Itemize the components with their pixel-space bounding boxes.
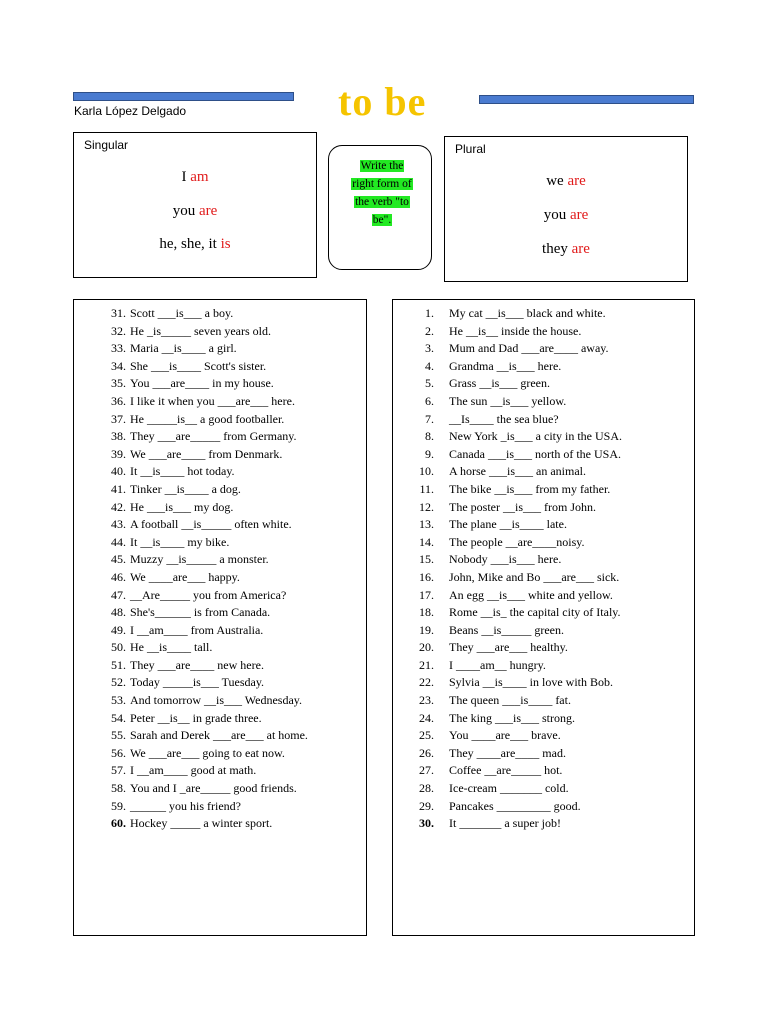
exercise-sentence: My cat __is___ black and white.: [449, 306, 606, 320]
verb-form: are: [567, 173, 586, 189]
exercise-item: [393, 358, 694, 376]
exercise-number: 15.: [419, 552, 434, 567]
exercise-item: [74, 710, 366, 728]
exercise-number: 33.: [111, 341, 126, 356]
exercise-sentence: And tomorrow __is___ Wednesday.: [130, 693, 303, 708]
verb-form: are: [198, 203, 218, 219]
pronoun: I: [181, 169, 187, 185]
exercise-number: 25.: [419, 728, 434, 743]
exercise-sentence: We ___are____ from Denmark.: [130, 446, 283, 461]
instruction-line: be".: [372, 214, 392, 226]
exercise-sentence: The bike __is___ from my father.: [449, 481, 611, 496]
pronoun: you: [172, 203, 196, 219]
exercise-item: [74, 499, 366, 517]
exercise-sentence: Rome __is_ the capital city of Italy.: [449, 605, 621, 620]
exercise-item: [393, 305, 694, 323]
exercise-item: [74, 815, 366, 833]
exercise-sentence: Nobody ___is___ here.: [449, 552, 562, 567]
exercise-sentence: Grass __is___ green.: [449, 376, 550, 391]
exercise-sentence: Scott ___is___ a boy.: [130, 306, 234, 320]
exercise-number: 35.: [111, 376, 126, 391]
exercise-item: [74, 428, 366, 446]
exercise-item: [74, 305, 366, 323]
exercise-item: [393, 674, 694, 692]
exercise-item: [74, 745, 366, 763]
exercise-number: 38.: [111, 429, 126, 444]
exercise-item: [393, 604, 694, 622]
exercise-sentence: We ____are___ happy.: [130, 569, 240, 584]
exercise-number: 58.: [111, 781, 126, 796]
exercise-item: [74, 762, 366, 780]
exercise-sentence: We ___are___ going to eat now.: [130, 745, 285, 760]
exercise-number: 24.: [419, 710, 434, 725]
exercise-sentence: They ____are____ mad.: [449, 745, 566, 760]
exercise-item: [74, 375, 366, 393]
exercise-sentence: Canada ___is___ north of the USA.: [449, 446, 621, 461]
exercise-sentence: You ___are____ in my house.: [130, 376, 274, 391]
exercise-sentence: Maria __is____ a girl.: [130, 341, 237, 356]
exercise-sentence: They ___are___ healthy.: [449, 640, 568, 655]
instruction-text: [343, 157, 421, 229]
singular-row: [74, 169, 316, 186]
exercise-item: [74, 481, 366, 499]
exercise-sentence: I __am____ from Australia.: [130, 622, 264, 637]
exercise-sentence: ______ you his friend?: [130, 798, 241, 813]
exercise-sentence: Tinker __is____ a dog.: [130, 481, 241, 496]
exercise-sentence: She's______ is from Canada.: [130, 605, 271, 620]
exercise-item: [74, 798, 366, 816]
exercise-number: 23.: [419, 693, 434, 708]
exercise-item: [393, 481, 694, 499]
exercise-item: [393, 516, 694, 534]
plural-label: Plural: [455, 142, 486, 156]
exercise-number: 28.: [419, 781, 434, 796]
decorative-bar-left: [73, 92, 294, 101]
exercise-item: [393, 727, 694, 745]
singular-row: [74, 236, 316, 253]
exercise-number: 11.: [419, 481, 434, 496]
exercise-item: [393, 639, 694, 657]
exercise-number: 4.: [425, 358, 434, 373]
exercise-number: 53.: [111, 693, 126, 708]
exercise-item: [393, 551, 694, 569]
exercise-sentence: Beans __is_____ green.: [449, 622, 564, 637]
exercise-sentence: Coffee __are_____ hot.: [449, 763, 563, 778]
exercise-item: [74, 340, 366, 358]
exercise-number: 37.: [111, 411, 126, 426]
author-name: Karla López Delgado: [74, 104, 187, 118]
exercise-number: 9.: [425, 446, 434, 461]
exercise-item: [74, 551, 366, 569]
exercise-sentence: The poster __is___ from John.: [449, 499, 596, 514]
exercise-list-left: [73, 299, 367, 936]
instruction-box: [328, 145, 432, 270]
exercise-number: 20.: [419, 640, 434, 655]
instruction-line: Write the: [360, 160, 404, 172]
exercise-sentence: Sylvia __is____ in love with Bob.: [449, 675, 614, 690]
exercise-number: 18.: [419, 605, 434, 620]
pronoun: we: [546, 173, 564, 189]
exercise-item: [393, 569, 694, 587]
pronoun: you: [543, 207, 567, 223]
exercise-sentence: A football __is_____ often white.: [130, 517, 292, 532]
exercise-sentence: Today _____is___ Tuesday.: [130, 675, 265, 690]
exercise-sentence: __Are_____ you from America?: [130, 587, 287, 602]
instruction-line: the verb "to: [355, 196, 409, 208]
exercise-number: 10.: [419, 464, 434, 479]
exercise-items-right: [393, 305, 694, 833]
exercise-number: 50.: [111, 640, 126, 655]
exercise-item: [393, 534, 694, 552]
singular-label: Singular: [84, 138, 129, 152]
exercise-sentence: The plane __is____ late.: [449, 517, 567, 532]
exercise-sentence: I __am____ good at math.: [130, 763, 257, 778]
exercise-item: [393, 762, 694, 780]
exercise-item: [393, 587, 694, 605]
exercise-item: [74, 534, 366, 552]
exercise-number: 21.: [419, 657, 434, 672]
exercise-sentence: The people __are____noisy.: [449, 534, 585, 549]
exercise-number: 1.: [425, 306, 434, 320]
exercise-item: [74, 569, 366, 587]
singular-row: [74, 203, 316, 220]
verb-form: is: [220, 236, 231, 252]
exercise-item: [393, 692, 694, 710]
exercise-number: 34.: [111, 358, 126, 373]
exercise-sentence: A horse ___is___ an animal.: [449, 464, 586, 479]
exercise-number: 7.: [425, 411, 434, 426]
plural-row: [445, 173, 687, 190]
exercise-item: [393, 657, 694, 675]
exercise-item: [74, 622, 366, 640]
exercise-number: 30.: [419, 816, 434, 831]
exercise-number: 49.: [111, 622, 126, 637]
exercise-item: [74, 323, 366, 341]
exercise-number: 8.: [425, 429, 434, 444]
pronoun: they: [542, 241, 568, 257]
exercise-number: 52.: [111, 675, 126, 690]
plural-row: [445, 207, 687, 224]
exercise-item: [74, 692, 366, 710]
exercise-number: 22.: [419, 675, 434, 690]
exercise-sentence: Muzzy __is_____ a monster.: [130, 552, 269, 567]
exercise-number: 44.: [111, 534, 126, 549]
exercise-number: 48.: [111, 605, 126, 620]
exercise-item: [74, 358, 366, 376]
exercise-sentence: The king ___is___ strong.: [449, 710, 575, 725]
exercise-item: [74, 639, 366, 657]
exercise-item: [74, 393, 366, 411]
exercise-item: [393, 745, 694, 763]
exercise-number: 31.: [111, 306, 126, 320]
exercise-sentence: You and I _are_____ good friends.: [130, 781, 297, 796]
exercise-number: 32.: [111, 323, 126, 338]
exercise-number: 26.: [419, 745, 434, 760]
exercise-item: [74, 657, 366, 675]
exercise-number: 42.: [111, 499, 126, 514]
exercise-sentence: Ice-cream _______ cold.: [449, 781, 569, 796]
exercise-sentence: An egg __is___ white and yellow.: [449, 587, 613, 602]
exercise-number: 2.: [425, 323, 434, 338]
verb-form: am: [190, 169, 209, 185]
exercise-number: 16.: [419, 569, 434, 584]
exercise-number: 55.: [111, 728, 126, 743]
exercise-sentence: __Is____ the sea blue?: [449, 411, 559, 426]
exercise-item: [74, 446, 366, 464]
exercise-items-left: [74, 305, 366, 833]
verb-form: are: [571, 241, 590, 257]
exercise-sentence: It __is____ my bike.: [130, 534, 230, 549]
exercise-item: [393, 428, 694, 446]
exercise-item: [393, 815, 694, 833]
exercise-number: 3.: [425, 341, 434, 356]
exercise-number: 19.: [419, 622, 434, 637]
exercise-number: 59.: [111, 798, 126, 813]
exercise-sentence: Mum and Dad ___are____ away.: [449, 341, 609, 356]
worksheet-title: to be: [338, 79, 427, 124]
exercise-number: 46.: [111, 569, 126, 584]
exercise-sentence: Pancakes _________ good.: [449, 798, 581, 813]
exercise-sentence: He __is____ tall.: [130, 640, 213, 655]
exercise-sentence: Grandma __is___ here.: [449, 358, 562, 373]
exercise-number: 27.: [419, 763, 434, 778]
instruction-line: right form of: [352, 178, 412, 190]
exercise-sentence: It _______ a super job!: [449, 816, 561, 831]
exercise-number: 40.: [111, 464, 126, 479]
exercise-item: [393, 323, 694, 341]
exercise-number: 54.: [111, 710, 126, 725]
exercise-number: 60.: [111, 816, 126, 831]
exercise-number: 29.: [419, 798, 434, 813]
exercise-sentence: The sun __is___ yellow.: [449, 393, 567, 408]
exercise-item: [393, 798, 694, 816]
exercise-number: 43.: [111, 517, 126, 532]
exercise-number: 14.: [419, 534, 434, 549]
exercise-item: [74, 463, 366, 481]
exercise-number: 13.: [419, 517, 434, 532]
exercise-number: 51.: [111, 657, 126, 672]
exercise-item: [393, 710, 694, 728]
exercise-number: 12.: [419, 499, 434, 514]
verb-form: are: [569, 207, 589, 223]
exercise-number: 45.: [111, 552, 126, 567]
exercise-sentence: He _is_____ seven years old.: [130, 323, 271, 338]
exercise-number: 47.: [111, 587, 126, 602]
exercise-item: [393, 780, 694, 798]
exercise-number: 39.: [111, 446, 126, 461]
exercise-number: 56.: [111, 745, 126, 760]
exercise-item: [74, 516, 366, 534]
exercise-item: [74, 674, 366, 692]
exercise-item: [393, 499, 694, 517]
exercise-sentence: She ___is____ Scott's sister.: [130, 358, 267, 373]
exercise-sentence: Hockey _____ a winter sport.: [130, 816, 273, 831]
exercise-sentence: The queen ___is____ fat.: [449, 693, 571, 708]
exercise-item: [74, 587, 366, 605]
plural-row: [445, 241, 687, 258]
exercise-sentence: Peter __is__ in grade three.: [130, 710, 262, 725]
decorative-bar-right: [479, 95, 694, 104]
exercise-item: [393, 340, 694, 358]
exercise-sentence: He ___is___ my dog.: [130, 499, 234, 514]
exercise-sentence: Sarah and Derek ___are___ at home.: [130, 728, 308, 743]
exercise-sentence: John, Mike and Bo ___are___ sick.: [449, 569, 620, 584]
exercise-number: 17.: [419, 587, 434, 602]
exercise-item: [74, 604, 366, 622]
exercise-number: 57.: [111, 763, 126, 778]
pronoun: he, she, it: [159, 236, 217, 252]
exercise-sentence: He _____is__ a good footballer.: [130, 411, 285, 426]
exercise-number: 6.: [425, 393, 434, 408]
exercise-sentence: I like it when you ___are___ here.: [130, 393, 295, 408]
singular-box: [73, 132, 317, 278]
exercise-sentence: You ____are___ brave.: [449, 728, 561, 743]
exercise-item: [393, 393, 694, 411]
exercise-item: [393, 375, 694, 393]
exercise-item: [74, 411, 366, 429]
exercise-sentence: It __is____ hot today.: [130, 464, 235, 479]
exercise-item: [393, 411, 694, 429]
exercise-sentence: I ____am__ hungry.: [449, 657, 546, 672]
plural-box: [444, 136, 688, 282]
exercise-item: [393, 446, 694, 464]
exercise-list-right: [392, 299, 695, 936]
exercise-sentence: They ___are____ new here.: [130, 657, 264, 672]
exercise-item: [74, 780, 366, 798]
exercise-sentence: New York _is___ a city in the USA.: [449, 429, 622, 444]
exercise-sentence: They ___are_____ from Germany.: [130, 429, 297, 444]
exercise-item: [74, 727, 366, 745]
exercise-item: [393, 622, 694, 640]
exercise-item: [393, 463, 694, 481]
exercise-number: 41.: [111, 481, 126, 496]
exercise-number: 5.: [425, 376, 434, 391]
exercise-sentence: He __is__ inside the house.: [449, 323, 582, 338]
exercise-number: 36.: [111, 393, 126, 408]
